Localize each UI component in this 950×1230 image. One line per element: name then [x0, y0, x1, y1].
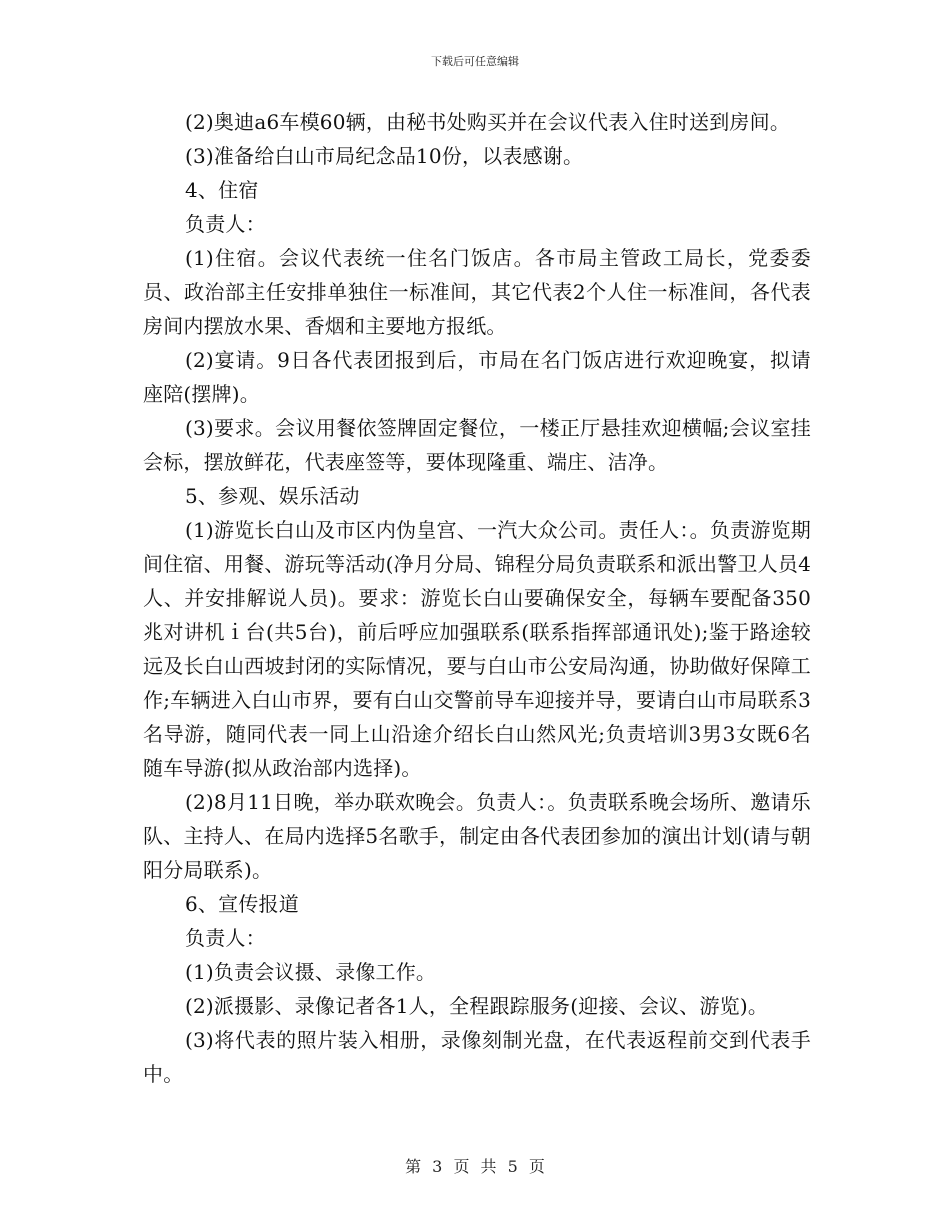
paragraph-sightseeing: (1)游览长白山及市区内伪皇宫、一汽大众公司。责任人：。负责游览期间住宿、用餐、游玩等活动(净月分局、锦程分局负责联系和派出警卫人员4人、并安排解说人员)。要求：游览长白山要确保安全，每辆车要配备350兆对讲机ｉ台(共5台)，前后呼应加强联系(联系指挥部通讯处);鉴于路途较远及长白山西坡封闭的实际情况，要与白山市公安局沟通，协助做好保障工作;车辆进入白山市界，要有白山交警前导车迎接并导，要请白山市局联系3名导游，随同代表一同上山沿途介绍长白山然风光;负责培训3男3女既6名随车导游(拟从政治部内选择)。 [143, 518, 811, 780]
paragraph-item-3-souvenirs: (3)准备给白山市局纪念品10份，以表感谢。 [185, 144, 584, 168]
paragraph-evening-party: (2)8月11日晚，举办联欢晚会。负责人：。负责联系晚会场所、邀请乐队、主持人、在局内选择5名歌手，制定由各代表团参加的演出计划(请与朝阳分局联系)。 [143, 790, 811, 882]
paragraph-banquet: (2)宴请。9日各代表团报到后，市局在名门饭店进行欢迎晚宴，拟请 座陪(摆牌)。 [143, 348, 811, 406]
page-number-footer: 第 3 页 共 5 页 [405, 1157, 545, 1176]
paragraph-item-2-car-models: (2)奥迪a6车模60辆，由秘书处购买并在会议代表入住时送到房间。 [185, 110, 791, 134]
section-heading-accommodation: 4、住宿 [185, 178, 259, 202]
paragraph-album-disc: (3)将代表的照片装入相册，录像刻制光盘，在代表返程前交到代表手中。 [143, 1028, 811, 1086]
paragraph-requirements: (3)要求。会议用餐依签牌固定餐位，一楼正厅悬挂欢迎横幅;会议室挂会标，摆放鲜花，代表座签等，要体现隆重、端庄、洁净。 [143, 416, 811, 474]
document-body [143, 105, 811, 1091]
responsible-person-label: 负责人： [185, 212, 266, 236]
section-heading-visits-entertainment: 5、参观、娱乐活动 [185, 484, 360, 508]
paragraph-lodging: (1)住宿。会议代表统一住名门饭店。各市局主管政工局长，党委委员、政治部主任安排单独住一标准间，其它代表2个人住一标准间，各代表房间内摆放水果、香烟和主要地方报纸。 [143, 246, 811, 338]
section-heading-publicity: 6、宣传报道 [185, 892, 299, 916]
paragraph-reporters: (2)派摄影、录像记者各1人，全程跟踪服务(迎接、会议、游览)。 [185, 994, 769, 1018]
page-header: 下载后可任意编辑 [431, 55, 519, 68]
responsible-person-label: 负责人： [185, 926, 266, 950]
paragraph-photo-video: (1)负责会议摄、录像工作。 [185, 960, 437, 984]
